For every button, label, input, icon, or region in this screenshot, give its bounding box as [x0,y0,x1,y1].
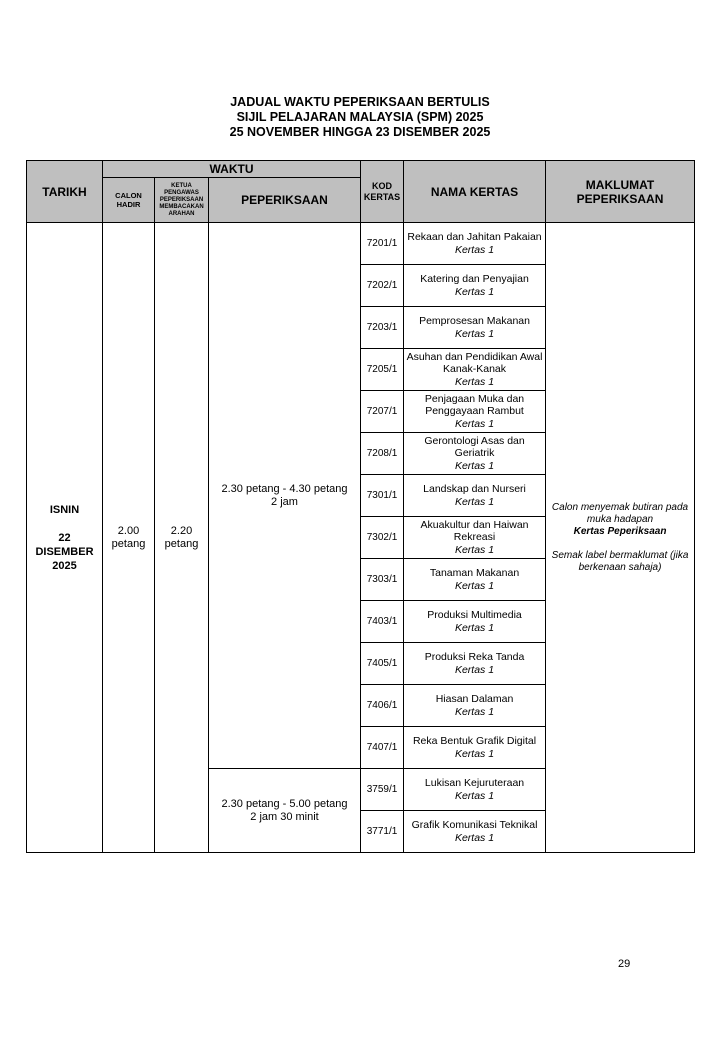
paper-name: Produksi Reka Tanda [424,651,525,663]
paper-code: 3759/1 [361,769,404,811]
paper-name-cell [404,727,546,769]
session-2-range: 2.30 petang - 5.00 petang [221,798,348,810]
paper-code: 7303/1 [361,559,404,601]
paper-sub: Kertas 1 [454,621,495,634]
info-line-2: Kertas Peperiksaan [573,525,667,537]
info-line-3: Semak label bermaklumat (jika berkenaan sahaja) [551,549,689,573]
paper-sub: Kertas 1 [454,705,495,718]
paper-name-cell [404,811,546,853]
paper-name: Lukisan Kejuruteraan [424,777,525,789]
paper-name: Landskap dan Nurseri [423,483,526,495]
header-tarikh: TARIKH [27,161,103,223]
header-kod-kertas: KOD KERTAS [361,161,404,223]
paper-code: 7205/1 [361,349,404,391]
paper-sub: Kertas 1 [454,789,495,802]
paper-name-cell [404,307,546,349]
paper-code: 7403/1 [361,601,404,643]
paper-name: Produksi Multimedia [427,609,522,621]
header-maklumat: MAKLUMAT PEPERIKSAAN [546,161,695,223]
paper-name: Tanaman Makanan [429,567,520,579]
paper-sub: Kertas 1 [454,417,495,430]
page-number: 29 [618,958,631,970]
paper-name: Pemprosesan Makanan [419,315,530,327]
paper-name-cell [404,559,546,601]
paper-name: Katering dan Penyajian [420,273,529,285]
paper-code: 7207/1 [361,391,404,433]
paper-sub: Kertas 1 [454,543,495,556]
paper-name: Grafik Komunikasi Teknikal [411,819,538,831]
header-ketua-pengawas: KETUA PENGAWAS PEPERIKSAAN MEMBACAKAN ARAHAN [155,178,209,223]
paper-name-cell [404,223,546,265]
paper-name-cell [404,433,546,475]
paper-name-cell [404,643,546,685]
table-row [27,223,695,265]
paper-code: 7203/1 [361,307,404,349]
paper-code: 7407/1 [361,727,404,769]
paper-sub: Kertas 1 [454,495,495,508]
paper-name: Reka Bentuk Grafik Digital [412,735,537,747]
ketua-pengawas-time [155,223,209,853]
exam-date-number: 22 [58,531,71,544]
exam-year: 2025 [52,559,77,572]
paper-sub: Kertas 1 [454,243,495,256]
session-2-time [209,769,361,853]
paper-name-cell [404,769,546,811]
paper-name-cell [404,685,546,727]
session-1-range: 2.30 petang - 4.30 petang [221,483,348,495]
paper-name: Akuakultur dan Haiwan Rekreasi [420,518,529,544]
session-2-duration: 2 jam 30 minit [250,810,319,823]
paper-name: Rekaan dan Jahitan Pakaian [407,231,542,243]
paper-code: 7406/1 [361,685,404,727]
paper-name: Penjagaan Muka dan Penggayaan Rambut [424,392,525,418]
paper-name-cell [404,517,546,559]
header-calon-hadir: CALON HADIR [103,178,155,223]
exam-month: DISEMBER [35,545,94,558]
calon-hadir-time-period: petang [111,537,146,550]
paper-sub: Kertas 1 [454,663,495,676]
paper-sub: Kertas 1 [454,459,495,472]
paper-name-cell [404,601,546,643]
paper-name-cell [404,349,546,391]
session-1-duration: 2 jam [271,495,298,508]
paper-code: 7208/1 [361,433,404,475]
paper-name-cell [404,265,546,307]
header-peperiksaan: PEPERIKSAAN [209,178,361,223]
paper-sub: Kertas 1 [454,327,495,340]
header-nama-kertas: NAMA KERTAS [404,161,546,223]
paper-name: Gerontologi Asas dan Geriatrik [424,434,525,460]
paper-sub: Kertas 1 [454,831,495,844]
paper-code: 7405/1 [361,643,404,685]
ketua-pengawas-time-period: petang [164,537,199,550]
paper-sub: Kertas 1 [454,579,495,592]
session-1-time [209,223,361,769]
calon-hadir-time-value: 2.00 [117,525,140,537]
exam-schedule-table [26,160,695,853]
paper-name-cell [404,475,546,517]
paper-code: 7302/1 [361,517,404,559]
paper-name-cell [404,391,546,433]
title-line-1: JADUAL WAKTU PEPERIKSAAN BERTULIS [230,95,490,109]
paper-sub: Kertas 1 [454,285,495,298]
header-waktu: WAKTU [103,161,361,178]
paper-code: 7202/1 [361,265,404,307]
title-line-3: 25 NOVEMBER HINGGA 23 DISEMBER 2025 [229,125,491,139]
info-line-1: Calon menyemak butiran pada muka hadapan [551,501,689,525]
calon-hadir-time [103,223,155,853]
paper-sub: Kertas 1 [454,375,495,388]
paper-name: Asuhan dan Pendidikan Awal Kanak-Kanak [406,350,543,376]
exam-day: ISNIN [49,503,80,516]
exam-info [546,223,695,853]
paper-code: 7301/1 [361,475,404,517]
paper-name: Hiasan Dalaman [435,693,514,705]
document-title [0,95,720,140]
exam-date [27,223,103,853]
paper-sub: Kertas 1 [454,747,495,760]
ketua-pengawas-time-value: 2.20 [170,525,193,537]
paper-code: 3771/1 [361,811,404,853]
title-line-2: SIJIL PELAJARAN MALAYSIA (SPM) 2025 [236,110,484,124]
paper-code: 7201/1 [361,223,404,265]
